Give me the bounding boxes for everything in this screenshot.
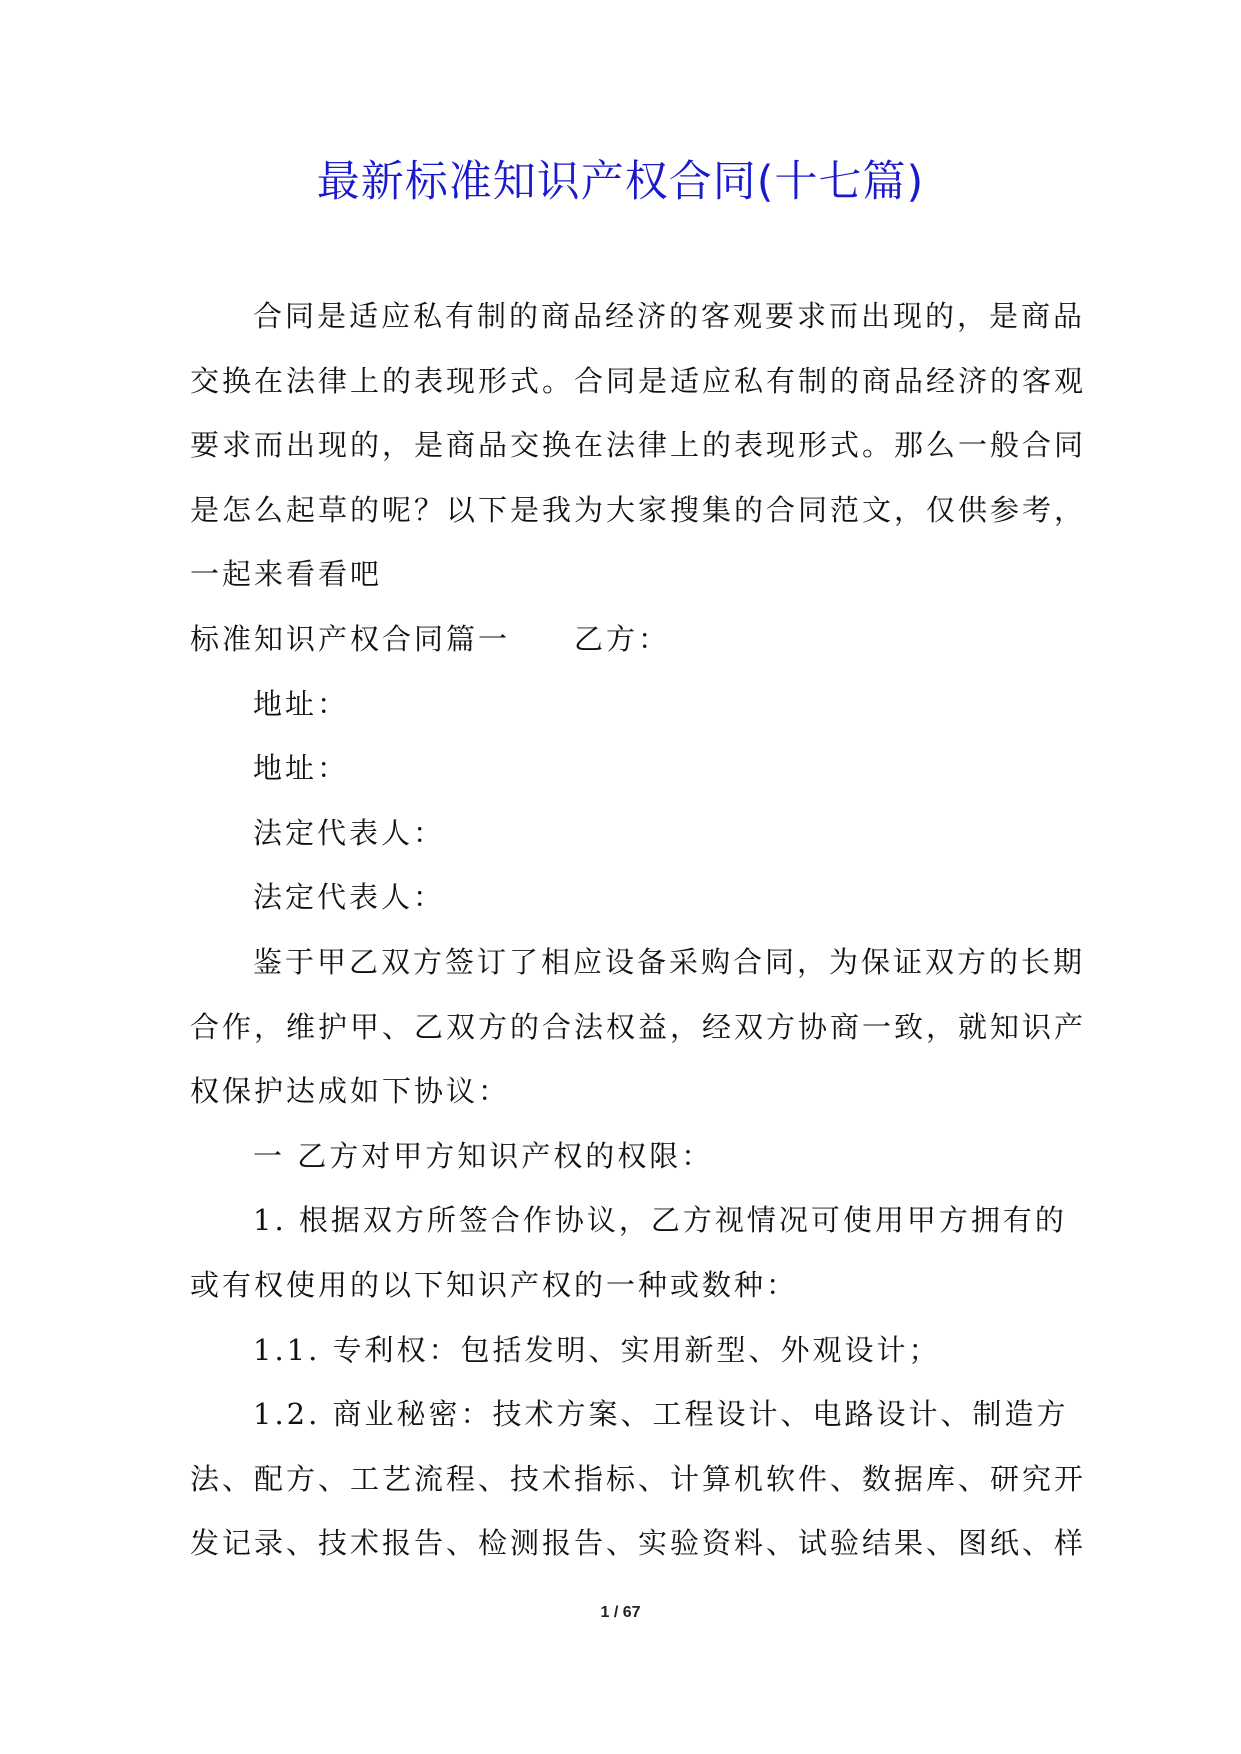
clause-line: 1. 根据双方所签合作协议，乙方视情况可使用甲方拥有的 [253,1203,1067,1238]
document-body [190,284,1087,1576]
clause-line: 法、配方、工艺流程、技术指标、计算机软件、数据库、研究开 [190,1461,1087,1496]
address-field: 地址： [253,686,350,721]
legal-representative-field: 法定代表人： [253,815,446,850]
paragraph-line: 鉴于甲乙双方签订了相应设备采购合同，为保证双方的长期 [253,944,1086,979]
section-heading: 标准知识产权合同篇一 乙方： [190,621,671,656]
clause-heading: 一 乙方对甲方知识产权的权限： [253,1138,714,1173]
paragraph-line: 合作，维护甲、乙双方的合法权益，经双方协商一致，就知识产 [190,1009,1087,1044]
clause-line: 或有权使用的以下知识产权的一种或数种： [190,1267,799,1302]
page-number: 1 / 67 [600,1604,641,1621]
paragraph-line: 要求而出现的，是商品交换在法律上的表现形式。那么一般合同 [190,428,1087,463]
address-field: 地址： [253,751,350,786]
legal-representative-field: 法定代表人： [253,880,446,915]
paragraph-line: 合同是适应私有制的商品经济的客观要求而出现的，是商品 [253,299,1086,333]
paragraph-line: 交换在法律上的表现形式。合同是适应私有制的商品经济的客观 [190,363,1087,398]
clause-line: 1.1. 专利权：包括发明、实用新型、外观设计； [253,1332,941,1367]
paragraph-line: 是怎么起草的呢？以下是我为大家搜集的合同范文，仅供参考， [190,492,1087,527]
paragraph-line: 一起来看看吧 [190,557,383,592]
clause-line: 发记录、技术报告、检测报告、实验资料、试验结果、图纸、样 [190,1526,1087,1561]
clause-line: 1.2. 商业秘密：技术方案、工程设计、电路设计、制造方 [253,1397,1069,1432]
document-title: 最新标准知识产权合同(十七篇) [316,157,925,207]
paragraph-line: 权保护达成如下协议： [190,1074,511,1109]
